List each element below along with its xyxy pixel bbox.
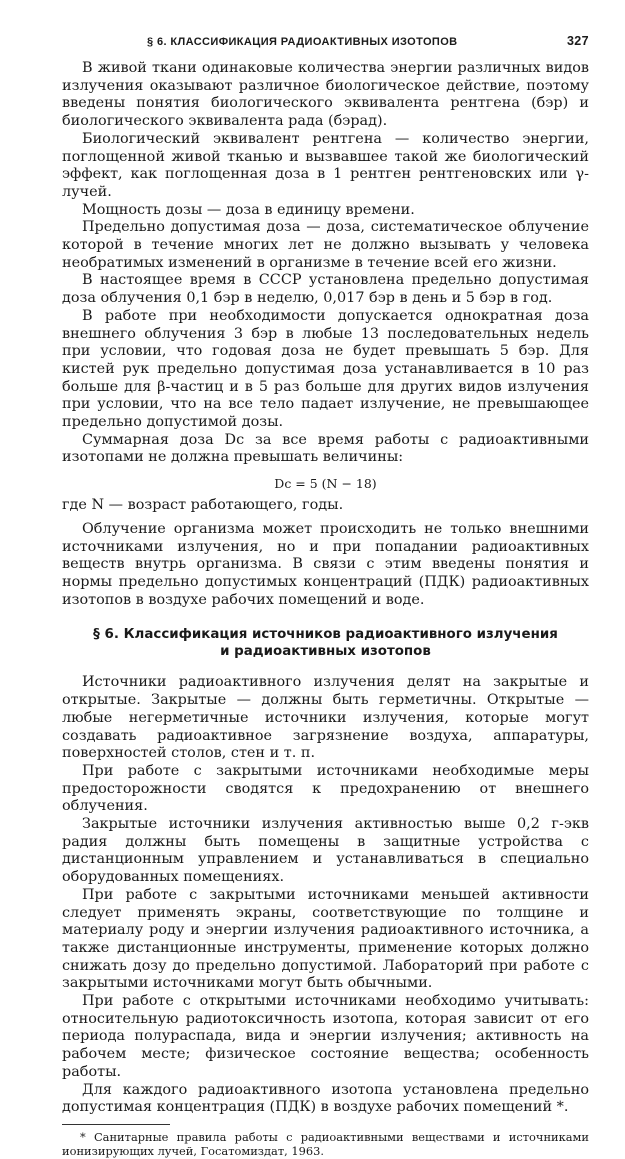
paragraph: Источники радиоактивного излучения делят на закрытые и открытые. Закрытые — должны быть герметичны. Открытые — любые негерметичные источники излучения, которые могут создавать радиоактивное загрязнение воздуха, аппаратуры, поверхностей столов, стен и т. п. <box>62 674 589 762</box>
running-header-title: § 6. КЛАССИФИКАЦИЯ РАДИОАКТИВНЫХ ИЗОТОПОВ <box>147 36 458 48</box>
section-heading <box>80 626 571 660</box>
paragraph: При работе с закрытыми источниками необходимые меры предосторожности сводятся к предохранению от внешнего облучения. <box>62 762 589 815</box>
paragraph: При работе с открытыми источниками необходимо учитывать: относительную радиотоксичность изотопа, которая зависит от его периода полураспада, вида и энергии излучения; активность на рабочем месте; физическое состояние вещества; особенность работы. <box>62 993 589 1080</box>
paragraph: Предельно допустимая доза — доза, систематическое облучение которой в течение многих лет не должно вызывать у человека необратимых изменений в организме в течение всей его жизни. <box>62 219 589 271</box>
formula-note: где N — возраст работающего, годы. <box>62 497 344 514</box>
paragraph: Биологический эквивалент рентгена — количество энергии, поглощенной живой тканью и вызвавшее такой же биологический эффект, как поглощенная доза в 1 рентген рентгеновских или γ-лучей. <box>62 130 589 200</box>
section-heading-line: § 6. Классификация источников радиоактивного излучения <box>93 627 558 643</box>
footnote-divider <box>62 1124 170 1125</box>
paragraph: В работе при необходимости допускается однократная доза внешнего облучения 3 бэр в любые 13 последовательных недель при условии, что годовая доза не будет превышать 5 бэр. Для кистей рук предельно допустимая доза устанавливается в 10 раз больше для β-частиц и в 5 раз больше для других видов излучения при условии, что на все тело падает излучение, не превышающее предельно допустимой дозы. <box>62 307 589 431</box>
paragraph: Мощность дозы — доза в единицу времени. <box>82 201 415 218</box>
paragraph: В живой ткани одинаковые количества энергии различных видов излучения оказывают различное биологическое действие, поэтому введены понятия биологического эквивалента рентгена (бэр) и биологического эквивалента рада (бэрад). <box>62 60 589 130</box>
paragraph: Для каждого радиоактивного изотопа установлена предельно допустимая концентрация (ПДК) в воздухе рабочих помещений *. <box>62 1081 589 1116</box>
paragraph: Облучение организма может происходить не только внешними источниками излучения, но и при попадании радиоактивных веществ внутрь организма. В связи с этим введены понятия и нормы предельно допустимых концентраций (ПДК) радиоактивных изотопов в воздухе рабочих помещений и воде. <box>62 520 589 608</box>
running-header <box>62 34 589 48</box>
page-number: 327 <box>566 34 589 48</box>
paragraph: В настоящее время в СССР установлена предельно допустимая доза облучения 0,1 бэр в неделю, 0,017 бэр в день и 5 бэр в год. <box>62 272 589 307</box>
body-text <box>62 60 589 1117</box>
paragraph: При работе с закрытыми источниками меньшей активности следует применять экраны, соответствующие по толщине и материалу роду и энергии излучения радиоактивного источника, а также дистанционные инструменты, применение которых должно снижать дозу до предельно допустимой. Лабораторий при работе с закрытыми источниками могут быть обычными. <box>62 886 589 992</box>
paragraph: Закрытые источники излучения активностью выше 0,2 г-экв радия должны быть помещены в защитные устройства с дистанционным управлением и устанавливаться в специально оборудованных помещениях. <box>62 816 589 886</box>
paragraph: Суммарная доза Dc за все время работы с радиоактивными изотопами не должна превышать величины: <box>62 431 589 466</box>
section-heading-line: и радиоактивных изотопов <box>220 644 431 660</box>
dose-formula: Dc = 5 (N − 18) <box>274 476 377 492</box>
footnote: * Санитарные правила работы с радиоактивными веществами и источниками ионизирующих лучей, Госатомиздат, 1963. <box>62 1129 589 1159</box>
